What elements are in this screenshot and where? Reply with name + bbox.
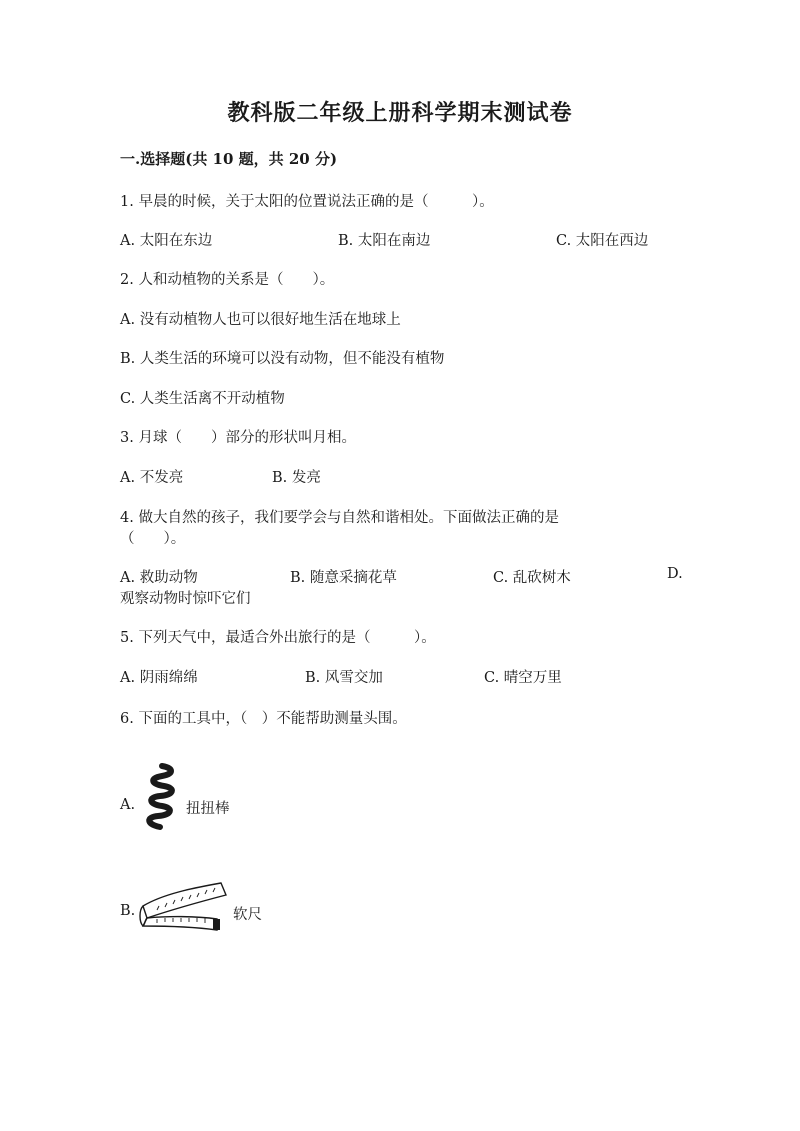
tape-measure-icon	[137, 878, 229, 933]
question-6-option-b-label: 软尺	[233, 907, 262, 923]
question-2-option-a: A. 没有动植物人也可以很好地生活在地球上	[120, 312, 401, 328]
question-4-option-a: A. 救助动物	[120, 570, 198, 586]
page-title: 教科版二年级上册科学期末测试卷	[227, 100, 573, 126]
twist-stick-icon	[140, 762, 182, 832]
question-4-stem-line2: （ ）。	[120, 531, 186, 547]
question-4-option-c: C. 乱砍树木	[493, 570, 571, 586]
question-6-stem: 6. 下面的工具中，（ ）不能帮助测量头围。	[120, 711, 407, 727]
question-1-option-a: A. 太阳在东边	[120, 233, 213, 249]
question-3-option-b: B. 发亮	[272, 470, 321, 486]
question-5-stem: 5. 下列天气中，最适合外出旅行的是（ ）。	[120, 630, 436, 646]
section-heading: 一.选择题(共 10 题，共 20 分)	[120, 150, 338, 168]
question-5-option-a: A. 阴雨绵绵	[120, 670, 198, 686]
question-3-option-a: A. 不发亮	[120, 470, 184, 486]
question-2-option-c: C. 人类生活离不开动植物	[120, 391, 285, 407]
question-6-option-a-letter: A.	[120, 797, 136, 813]
question-4-option-d: D.	[667, 566, 683, 582]
question-2-option-b: B. 人类生活的环境可以没有动物，但不能没有植物	[120, 351, 445, 367]
question-1-option-b: B. 太阳在南边	[338, 233, 431, 249]
question-1-option-c: C. 太阳在西边	[556, 233, 649, 249]
question-4-option-b: B. 随意采摘花草	[290, 570, 397, 586]
question-4-stem-line1: 4. 做大自然的孩子，我们要学会与自然和谐相处。下面做法正确的是	[120, 510, 559, 526]
question-4-option-d-text: 观察动物时惊吓它们	[120, 591, 251, 607]
question-5-option-c: C. 晴空万里	[484, 670, 562, 686]
question-1-stem: 1. 早晨的时候，关于太阳的位置说法正确的是（ ）。	[120, 194, 494, 210]
question-6-option-a-label: 扭扭棒	[186, 801, 230, 817]
question-2-stem: 2. 人和动植物的关系是（ ）。	[120, 272, 335, 288]
question-5-option-b: B. 风雪交加	[305, 670, 383, 686]
question-3-stem: 3. 月球（ ）部分的形状叫月相。	[120, 430, 356, 446]
question-6-option-b-letter: B.	[120, 903, 136, 919]
